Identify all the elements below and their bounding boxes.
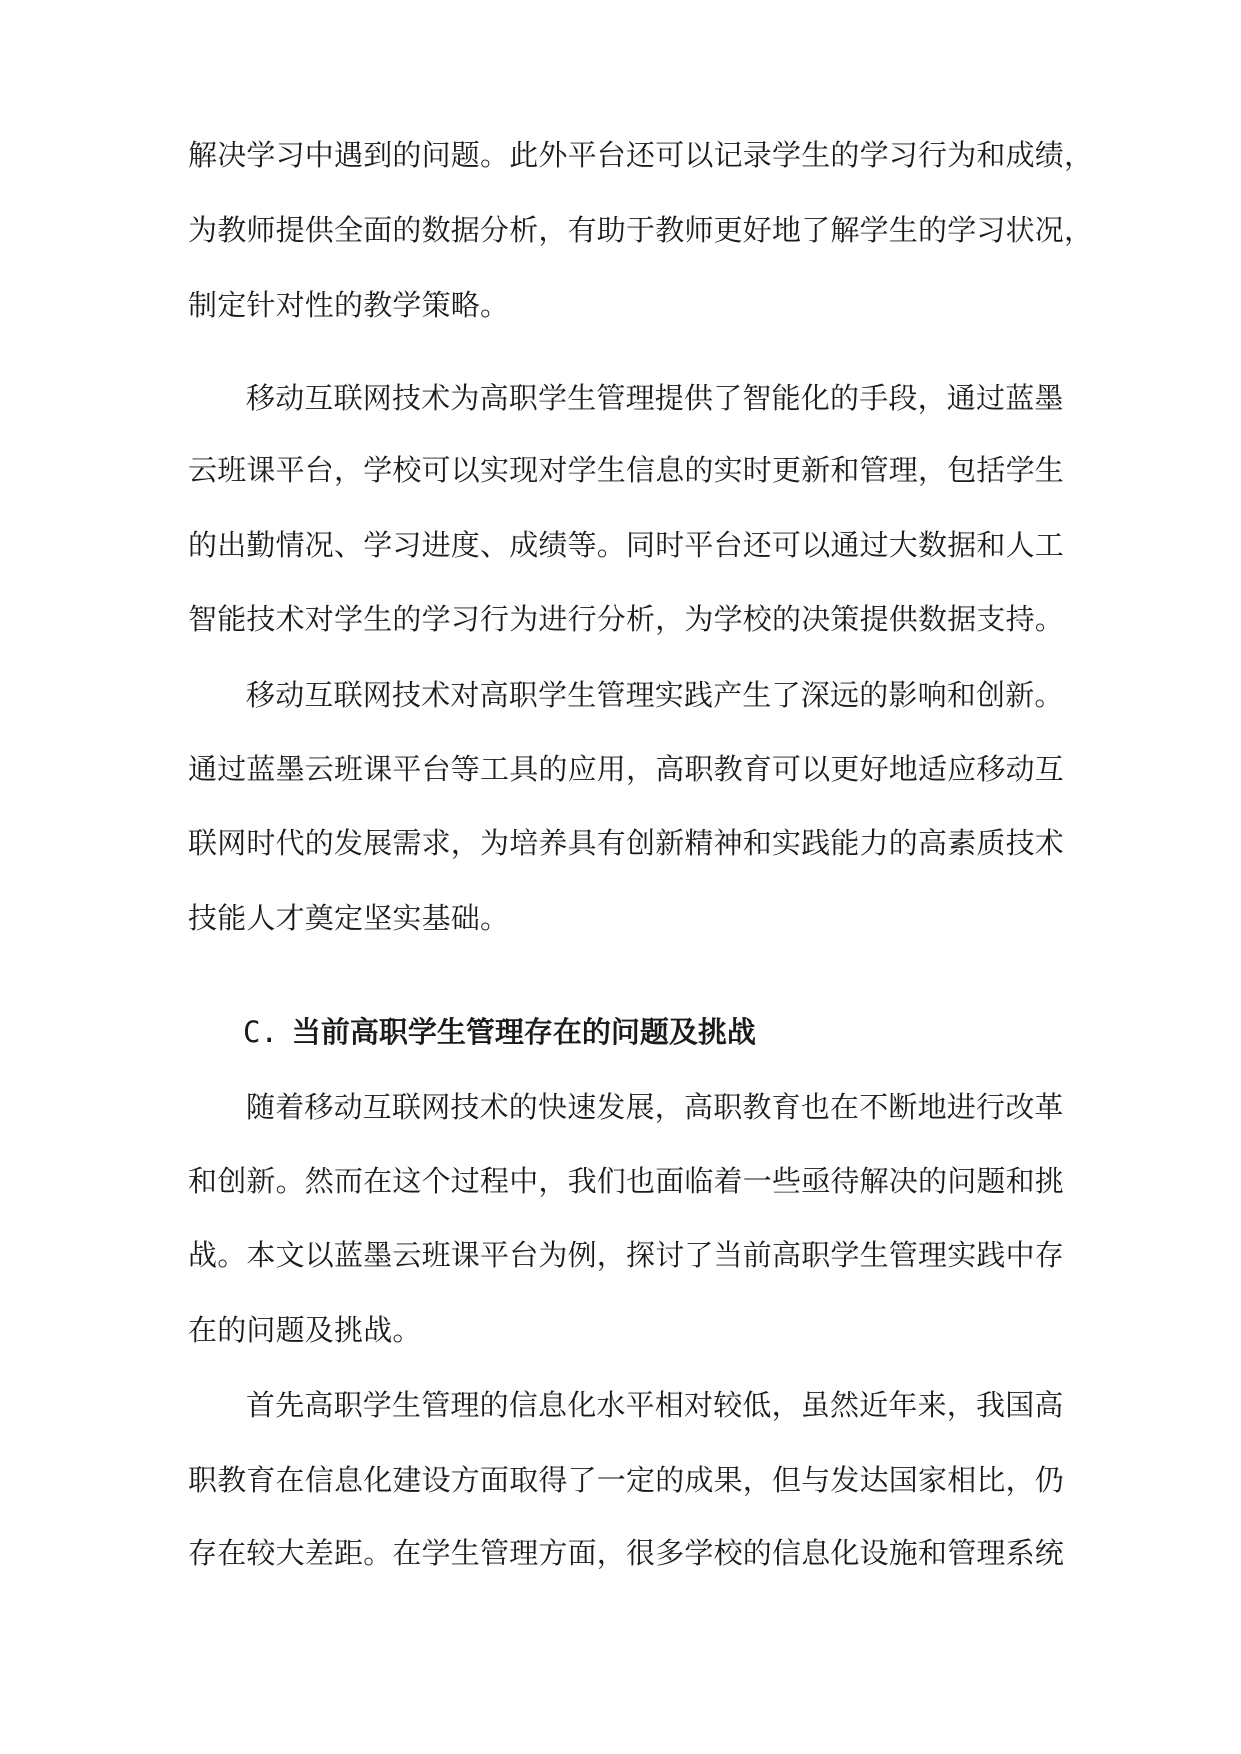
paragraph-3-line-1: 移动互联网技术对高职学生管理实践产生了深远的影响和创新。 xyxy=(246,678,1064,712)
paragraph-5-line-3: 存在较大差距。在学生管理方面，很多学校的信息化设施和管理系统 xyxy=(188,1536,1065,1570)
section-marker: C. xyxy=(243,1015,278,1049)
paragraph-5-line-2: 职教育在信息化建设方面取得了一定的成果，但与发达国家相比，仍 xyxy=(188,1463,1065,1497)
paragraph-4-line-3: 战。本文以蓝墨云班课平台为例，探讨了当前高职学生管理实践中存 xyxy=(188,1238,1065,1272)
paragraph-1-line-1: 解决学习中遇到的问题。此外平台还可以记录学生的学习行为和成绩， xyxy=(188,138,1094,172)
paragraph-3-line-4: 技能人才奠定坚实基础。 xyxy=(188,901,510,935)
paragraph-5-line-1: 首先高职学生管理的信息化水平相对较低，虽然近年来，我国高 xyxy=(246,1388,1064,1422)
section-heading xyxy=(243,1012,756,1052)
paragraph-4-line-2: 和创新。然而在这个过程中，我们也面临着一些亟待解决的问题和挑 xyxy=(188,1164,1065,1198)
paragraph-2-line-2: 云班课平台，学校可以实现对学生信息的实时更新和管理，包括学生 xyxy=(188,453,1065,487)
paragraph-4-line-1: 随着移动互联网技术的快速发展，高职教育也在不断地进行改革 xyxy=(246,1090,1064,1124)
paragraph-2-line-3: 的出勤情况、学习进度、成绩等。同时平台还可以通过大数据和人工 xyxy=(188,528,1065,562)
paragraph-2-line-1: 移动互联网技术为高职学生管理提供了智能化的手段，通过蓝墨 xyxy=(246,381,1064,415)
paragraph-1-line-2: 为教师提供全面的数据分析，有助于教师更好地了解学生的学习状况， xyxy=(188,213,1094,247)
paragraph-1-line-3: 制定针对性的教学策略。 xyxy=(188,288,510,322)
paragraph-3-line-3: 联网时代的发展需求，为培养具有创新精神和实践能力的高素质技术 xyxy=(188,826,1065,860)
paragraph-4-line-4: 在的问题及挑战。 xyxy=(188,1313,422,1347)
section-title: 当前高职学生管理存在的问题及挑战 xyxy=(291,1015,756,1049)
paragraph-3-line-2: 通过蓝墨云班课平台等工具的应用，高职教育可以更好地适应移动互 xyxy=(188,752,1065,786)
paragraph-2-line-4: 智能技术对学生的学习行为进行分析，为学校的决策提供数据支持。 xyxy=(188,602,1065,636)
